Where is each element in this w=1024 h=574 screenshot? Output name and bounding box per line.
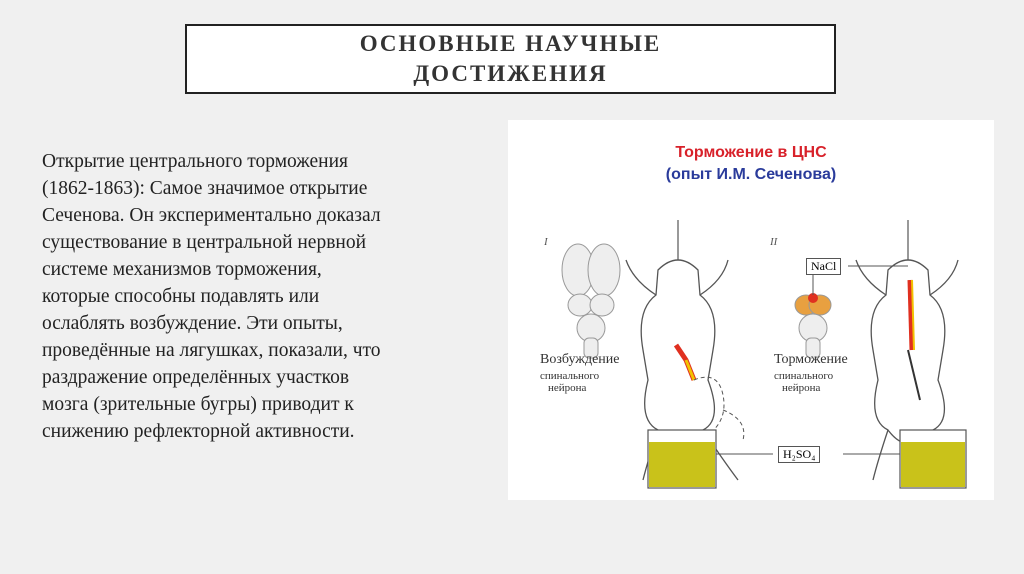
brain-panel-2 — [795, 295, 831, 358]
slide-title-box — [185, 24, 836, 94]
body-line: снижению рефлекторной активности. — [42, 421, 355, 442]
slide-title-line-2: ДОСТИЖЕНИЯ — [413, 61, 608, 86]
excitation-label: Возбуждение — [540, 352, 620, 367]
inhibition-sub-1: спинального — [774, 370, 834, 382]
body-line: существование в центральной нервной — [42, 232, 367, 253]
slide-title-line-1: ОСНОВНЫЕ НАУЧНЫЕ — [359, 31, 662, 56]
figure-subtitle: (опыт И.М. Сеченова) — [665, 166, 837, 183]
excitation-sub-2: нейрона — [548, 382, 587, 394]
panel-1-numeral: I — [544, 236, 548, 248]
body-line: проведённые на лягушках, показали, что — [42, 340, 381, 361]
inhibition-label: Торможение — [774, 352, 848, 367]
body-line: Сеченова. Он экспериментально доказал — [42, 205, 381, 226]
body-line: мозга (зрительные бугры) приводит к — [42, 394, 354, 415]
body-line: Открытие центрального торможения — [42, 151, 349, 172]
body-line: системе механизмов торможения, — [42, 259, 322, 280]
acid-label: H₂SO₄ — [778, 446, 820, 463]
figure-title: Торможение в ЦНС — [675, 144, 827, 161]
body-line: раздражение определённых участков — [42, 367, 350, 388]
body-paragraph — [42, 148, 512, 445]
body-line: ослаблять возбуждение. Эти опыты, — [42, 313, 343, 334]
beaker-2 — [900, 430, 966, 488]
panel-2-numeral: II — [770, 236, 778, 248]
inhibition-sub-2: нейрона — [782, 382, 821, 394]
excitation-sub-1: спинального — [540, 370, 600, 382]
beaker-1 — [648, 430, 716, 488]
body-line: (1862-1863): Самое значимое открытие — [42, 178, 368, 199]
body-line: которые способны подавлять или — [42, 286, 320, 307]
nacl-label: NaCl — [806, 258, 841, 275]
brain-panel-1 — [562, 244, 620, 358]
sechenov-experiment-figure — [508, 120, 994, 500]
